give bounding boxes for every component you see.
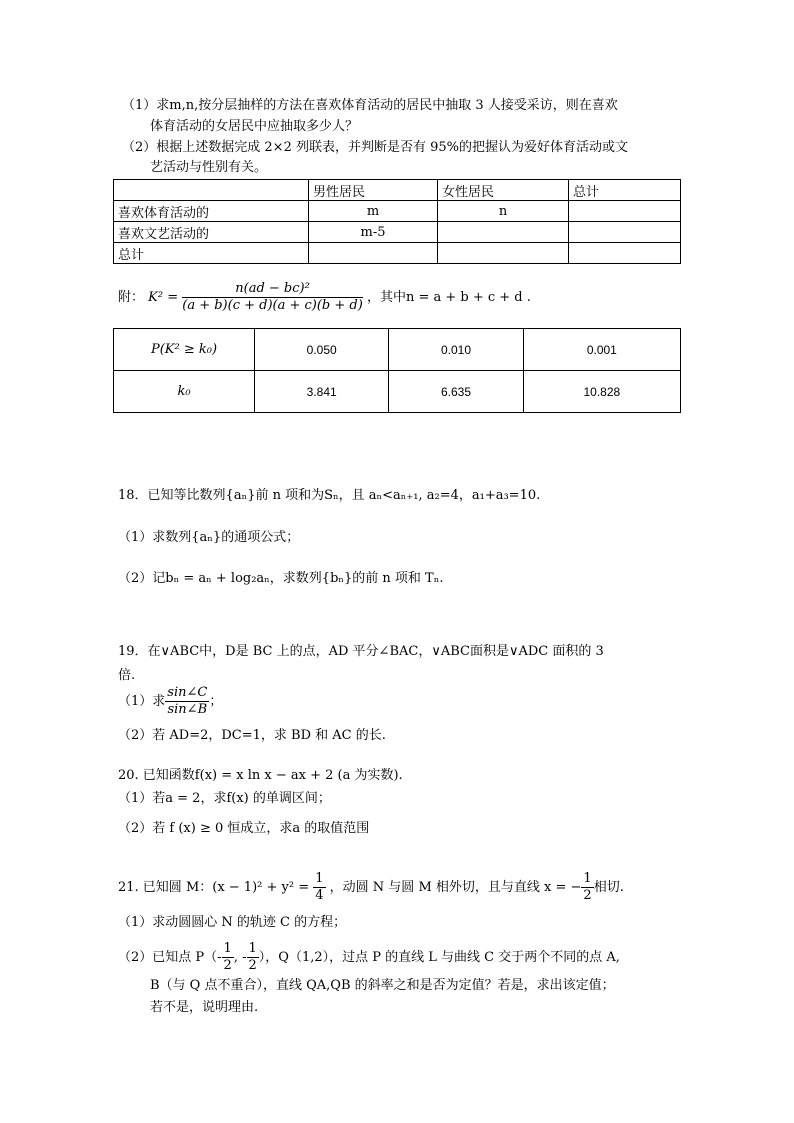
q18-part2: （2）记bₙ = aₙ + log₂aₙ，求数列{bₙ}的前 n 项和 Tₙ. — [118, 571, 444, 586]
q18-stem: 18．已知等比数列{aₙ}前 n 项和为Sₙ，且 aₙ<aₙ₊₁, a₂=4，a₁+a₃=10. — [118, 488, 541, 503]
k2-numerator: n(ad − bc)² — [182, 281, 363, 298]
table-header: 男性居民 — [309, 180, 438, 201]
table-cell: n — [438, 201, 569, 222]
table-row — [114, 201, 681, 222]
table-row — [114, 222, 681, 243]
q21-part2-suffix: ），Q（1,2），过点 P 的直线 L 与曲线 C 交于两个不同的点 A, — [258, 950, 620, 965]
q21-part2-line2: B（与 Q 点不重合），直线 QA,QB 的斜率之和是否为定值？若是，求出该定值； — [150, 978, 615, 993]
table-cell: 总计 — [114, 243, 309, 264]
table-cell: 喜欢体育活动的 — [114, 201, 309, 222]
table-cell: 喜欢文艺活动的 — [114, 222, 309, 243]
table-cell: m — [309, 201, 438, 222]
q20-part2: （2）若 f (x) ≥ 0 恒成立，求a 的取值范围 — [118, 821, 370, 836]
fraction-denominator: 2 — [583, 888, 592, 903]
table-row-label: P(K² ≥ k₀) — [114, 329, 255, 371]
fraction-numerator: 1 — [583, 871, 592, 886]
table-cell — [438, 222, 569, 243]
q19-part1 — [118, 684, 222, 720]
sine-ratio-fraction — [165, 685, 209, 718]
sine-ratio-denominator: sin∠B — [167, 702, 208, 717]
q21-part2-mid: , - — [233, 950, 247, 965]
note-suffix: ，其中n = a + b + c + d . — [366, 290, 531, 305]
q21-stem-prefix: 21. 已知圆 M：(x − 1)² + y² = — [118, 880, 310, 895]
k2-formula — [118, 278, 531, 318]
table-header: 女性居民 — [438, 180, 569, 201]
fraction-denominator: 4 — [315, 888, 324, 903]
q19-stem-line1: 19．在∨ABC中，D是 BC 上的点，AD 平分∠BAC，∨ABC面积是∨ADC 面积的 3 — [118, 644, 604, 659]
half-fraction — [581, 871, 593, 904]
sine-ratio-numerator: sin∠C — [167, 685, 208, 700]
table-cell: 0.050 — [255, 329, 389, 371]
note-prefix: 附： — [118, 290, 145, 305]
q17-part1-line1: （1）求m,n,按分层抽样的方法在喜欢体育活动的居民中抽取 3 人接受采访，则在喜欢 — [122, 98, 618, 113]
table-cell: m-5 — [309, 222, 438, 243]
q19-stem-line2: 倍. — [118, 668, 136, 683]
q20-part1: （1）若a = 2，求f(x) 的单调区间； — [118, 791, 331, 806]
table-header-row — [114, 180, 681, 201]
fraction-denominator: 2 — [248, 958, 257, 973]
table-cell: 0.010 — [389, 329, 523, 371]
k2-lhs: K² = — [148, 290, 179, 305]
q21-stem-suffix: 相切. — [593, 880, 624, 895]
fraction-numerator: 1 — [223, 941, 232, 956]
q17-part2-line1: （2）根据上述数据完成 2×2 列联表，并判断是否有 95%的把握认为爱好体育活动或文 — [122, 140, 628, 155]
table-row-label: k₀ — [114, 371, 255, 413]
q19-part2: （2）若 AD=2，DC=1，求 BD 和 AC 的长. — [118, 728, 386, 743]
contingency-table — [113, 179, 681, 264]
fraction-numerator: 1 — [315, 871, 324, 886]
fraction-numerator: 1 — [248, 941, 257, 956]
q17-part1-line2: 体育活动的女居民中应抽取多少人？ — [150, 119, 359, 134]
table-cell — [114, 180, 309, 201]
k2-fraction — [182, 281, 363, 314]
table-row — [114, 371, 681, 413]
q18-part1: （1）求数列{aₙ}的通项公式； — [118, 530, 300, 545]
table-row — [114, 243, 681, 264]
k2-denominator: (a + b)(c + d)(a + c)(b + d) — [182, 298, 363, 313]
table-header: 总计 — [569, 180, 681, 201]
table-cell: 10.828 — [523, 371, 680, 413]
table-cell — [438, 243, 569, 264]
table-row — [114, 329, 681, 371]
table-cell — [309, 243, 438, 264]
q21-part2-prefix: （2）已知点 P（- — [118, 950, 222, 965]
table-cell: 6.635 — [389, 371, 523, 413]
half-fraction — [222, 941, 234, 974]
table-cell — [569, 243, 681, 264]
table-cell: 3.841 — [255, 371, 389, 413]
q19-part1-suffix: ； — [209, 694, 223, 709]
critical-value-table — [113, 328, 681, 413]
fraction-denominator: 2 — [223, 958, 232, 973]
q21-stem-mid: ，动圆 N 与圆 M 相外切，且与直线 x = − — [329, 880, 582, 895]
quarter-fraction — [313, 871, 325, 904]
q21-part2-line1 — [118, 940, 620, 976]
q20-stem: 20. 已知函数f(x) = x ln x − ax + 2 (a 为实数). — [118, 768, 403, 783]
q21-part2-line3: 若不是，说明理由. — [150, 1000, 259, 1015]
q19-part1-prefix: （1）求 — [118, 694, 166, 709]
table-cell: 0.001 — [523, 329, 680, 371]
q21-part1: （1）求动圆圆心 N 的轨迹 C 的方程； — [118, 915, 347, 930]
half-fraction — [247, 941, 259, 974]
table-cell — [569, 222, 681, 243]
q21-stem — [118, 870, 624, 906]
q17-part2-line2: 艺活动与性别有关。 — [150, 160, 268, 175]
table-cell — [569, 201, 681, 222]
